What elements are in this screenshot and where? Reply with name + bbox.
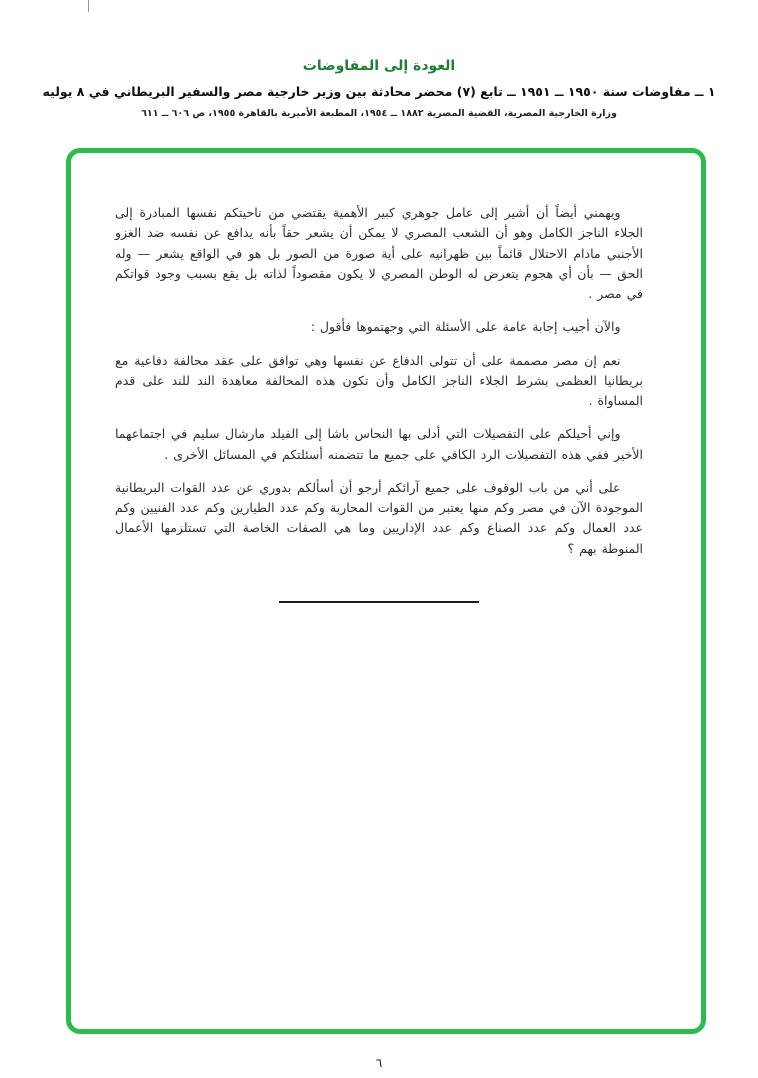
paragraph: ويهمني أيضاً أن أشير إلى عامل جوهري كبير الأهمية يقتضي من ناحيتكم نفسها المبادرة إلى الجلاء الناجز الكامل وهو أن الشعب المصري لا يمكن أن يشعر حقاً بأنه يدافع عن نفسه ضد الغزو الأجنبي مادام الاحتلال قائماً بين ظهرانيه على أية صورة من الصور بل هو في الواقع يشعر — وله الحق — بأن أي هجوم يتعرض له الوطن المصري لا يكون مقصوداً لذاته بل يقع بسبب وجود قواتكم في مصر . bbox=[115, 205, 643, 301]
document-header bbox=[0, 58, 758, 119]
scanned-page-frame bbox=[66, 148, 706, 1034]
source-citation: وزارة الخارجية المصرية، القضية المصرية ١٨٨٢ ــ ١٩٥٤، المطبعة الأميرية بالقاهرة ١٩٥٥، ص ٦٠٦ ــ ٦١١ bbox=[141, 108, 617, 119]
page-title: العودة إلى المفاوضات bbox=[302, 58, 456, 74]
paragraph: وإني أحيلكم على التفصيلات التي أدلى بها النحاس باشا إلى الفيلد مارشال سليم في اجتماعهما الأخير ففي هذه التفصيلات الرد الكافي على جميع ما تتضمنه أسئلتكم في المسائل الأخرى . bbox=[115, 426, 643, 462]
paragraph: نعم إن مصر مصممة على أن تتولى الدفاع عن نفسها وهي توافق على عقد محالفة دفاعية مع بريطانيا العظمى بشرط الجلاء الناجز الكامل وأن تكون هذه المحالفة معاهدة الند للند على قدم المساواة . bbox=[115, 352, 643, 408]
paragraph: والآن أجيب إجابة عامة على الأسئلة التي وجهتموها فأقول : bbox=[310, 319, 621, 335]
section-divider bbox=[279, 601, 479, 603]
crop-mark bbox=[88, 0, 89, 12]
document-subtitle: ١ ــ مفاوضات سنة ١٩٥٠ ــ ١٩٥١ ــ تابع (٧) محضر محادثة بين وزير خارجية مصر والسفير البريطاني في ٨ يوليه bbox=[42, 84, 716, 99]
page-number: ٦ bbox=[375, 1056, 383, 1070]
scanned-text-block bbox=[71, 153, 701, 603]
paragraph: على أني من باب الوقوف على جميع آرائكم أرجو أن أسألكم بدوري عن عدد القوات البريطانية الموجودة الآن في مصر وكم منها يعتبر من القوات المحاربة وكم عدد الطيارين وكم عدد الفنيين وكم عدد العمال وكم عدد الصناع وكم عدد الإداريين وما هي الصفات الخاصة التي تستلزمها الأعمال المنوطة بهم ؟ bbox=[115, 479, 643, 556]
